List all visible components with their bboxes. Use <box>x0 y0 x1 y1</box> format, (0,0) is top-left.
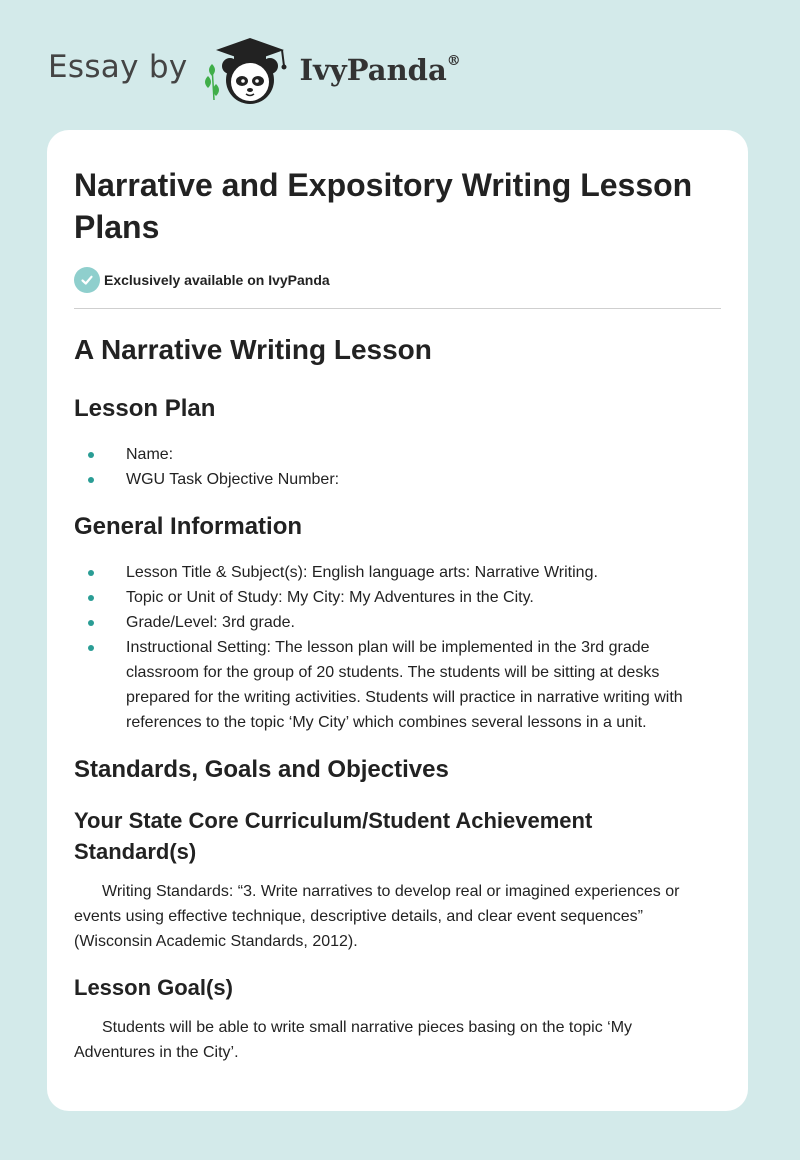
core-curriculum-text: Writing Standards: “3. Write narratives to develop real or imagined experiences or events using effective technique, descriptive details, and clear event sequences” (Wisconsin Academic Standards, 2012). <box>74 883 680 950</box>
exclusive-badge <box>74 266 721 294</box>
site-brand[interactable] <box>48 36 461 108</box>
lesson-goals-text: Students will be able to write small narrative pieces basing on the topic ‘My Adventures in the City’. <box>74 1019 633 1061</box>
lesson-goals-heading: Lesson Goal(s) <box>74 975 233 1000</box>
lesson-plan-list <box>74 442 721 492</box>
standards-heading: Standards, Goals and Objectives <box>74 756 449 783</box>
list-item: Name: <box>74 442 721 467</box>
list-item: Grade/Level: 3rd grade. <box>74 610 721 635</box>
brand-name: IvyPanda® <box>299 53 461 87</box>
core-curriculum-heading: Your State Core Curriculum/Student Achievement Standard(s) <box>74 808 593 864</box>
brand-prefix: Essay by <box>48 49 188 85</box>
checkmark-icon <box>74 267 100 293</box>
document-card <box>47 130 748 1111</box>
badge-label: Exclusively available on IvyPanda <box>104 272 330 288</box>
divider <box>74 308 721 309</box>
list-item: Instructional Setting: The lesson plan will be implemented in the 3rd grade classroom for the group of 20 students. The students will be sitting at desks prepared for the writing activities. Students will practice in narrative writing with references to the topic ‘My City’ which combines several lessons in a unit. <box>74 635 721 735</box>
list-item: WGU Task Objective Number: <box>74 467 721 492</box>
general-information-heading: General Information <box>74 513 303 540</box>
list-item: Lesson Title & Subject(s): English language arts: Narrative Writing. <box>74 560 721 585</box>
section-heading: A Narrative Writing Lesson <box>74 334 432 365</box>
general-information-list <box>74 560 721 735</box>
panda-logo-icon <box>204 36 296 108</box>
list-item: Topic or Unit of Study: My City: My Adventures in the City. <box>74 585 721 610</box>
lesson-plan-heading: Lesson Plan <box>74 395 216 422</box>
page-title: Narrative and Expository Writing Lesson Plans <box>74 167 693 245</box>
